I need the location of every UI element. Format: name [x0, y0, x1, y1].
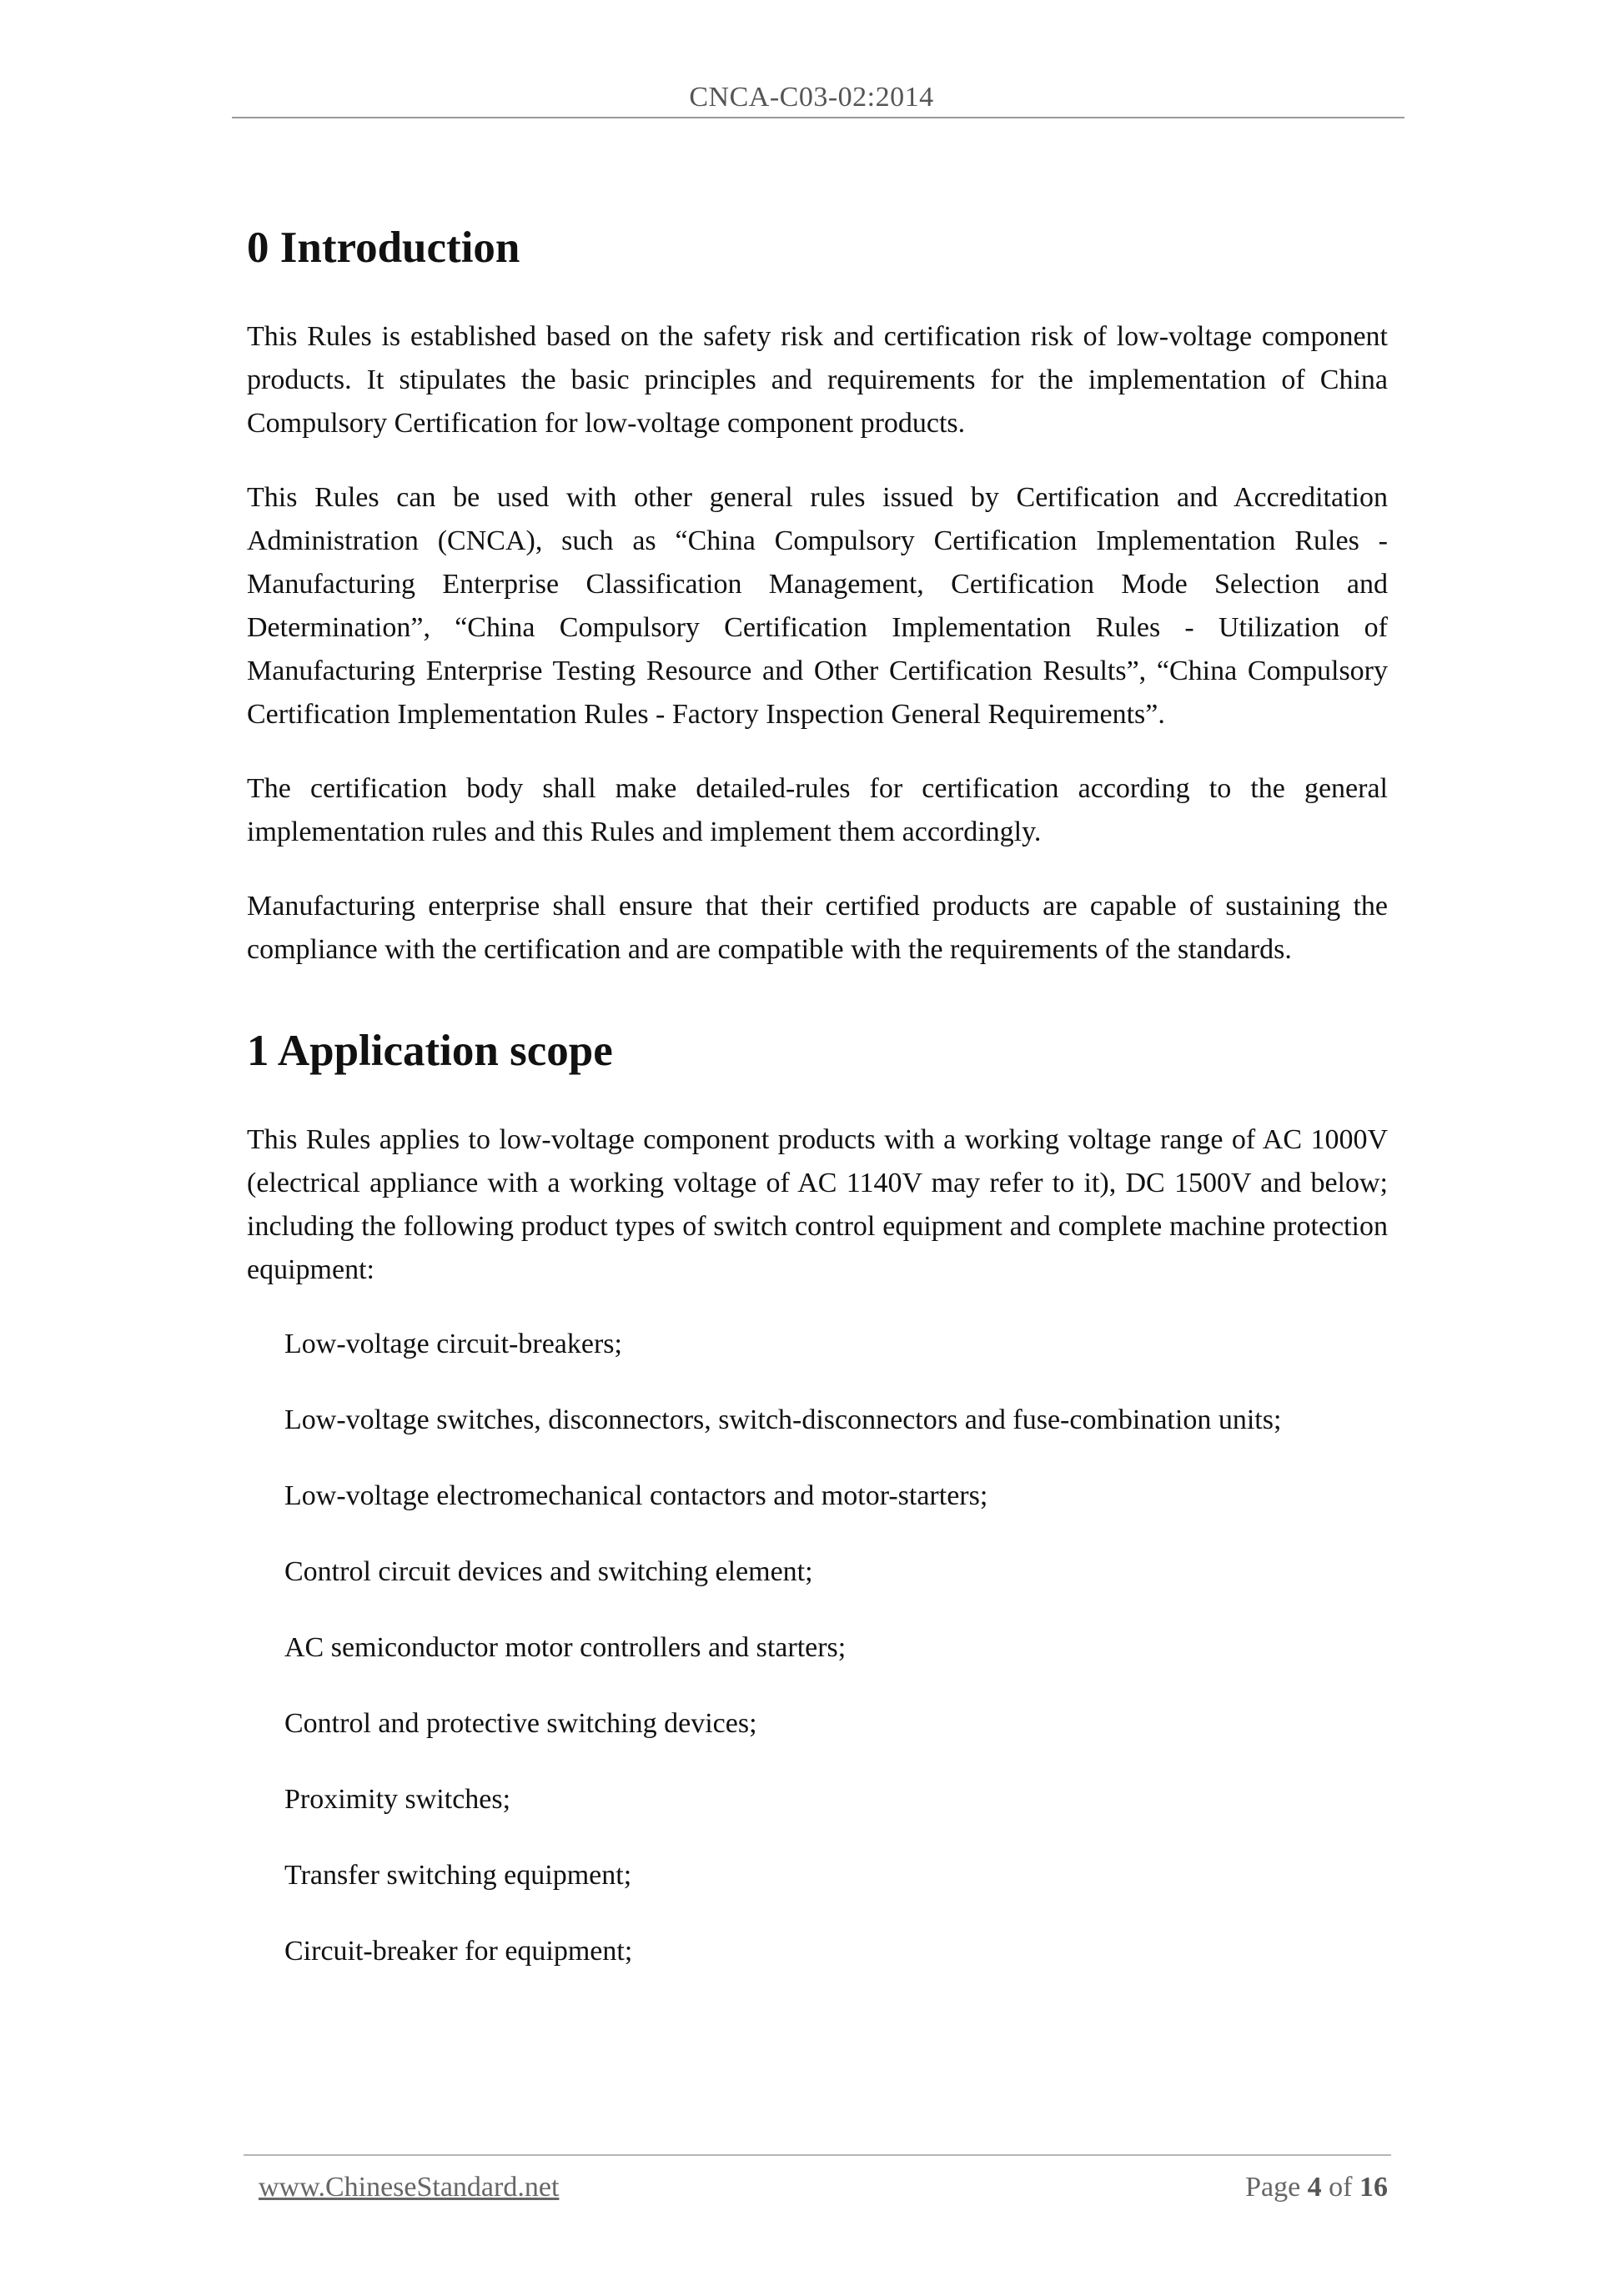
website-link[interactable]: www.ChineseStandard.net — [259, 2172, 560, 2203]
list-item: Control and protective switching devices; — [284, 1708, 757, 1739]
intro-paragraph: This Rules is established based on the safety risk and certification risk of low-voltage component products. It stipulates the basic principles and requirements for the implementation of China Compulsory Certification for low-voltage component products. — [247, 321, 1388, 439]
list-item: Circuit-breaker for equipment; — [284, 1936, 633, 1967]
page-of-label: of — [1329, 2172, 1353, 2203]
section-heading-application-scope: 1 Application scope — [247, 1027, 613, 1075]
intro-paragraph: This Rules can be used with other general rules issued by Certification and Accreditation Administration (CNCA), such as “China Compulsory Certification Implementation Rules - Manufacturing Enterprise Classification Management, Certification Mode Selection and Determination”, “China Compulsory Certification Implementation Rules - Utilization of Manufacturing Enterprise Testing Resource and Other Certification Results”, “China Compulsory Certification Implementation Rules - Factory Inspection General Requirements”. — [247, 482, 1388, 730]
header-divider — [232, 117, 1404, 118]
intro-paragraph: The certification body shall make detailed-rules for certification according to the general implementation rules and this Rules and implement them accordingly. — [247, 773, 1388, 847]
list-item: Low-voltage switches, disconnectors, switch-disconnectors and fuse-combination units; — [284, 1404, 1282, 1435]
section-heading-introduction: 0 Introduction — [247, 224, 520, 272]
product-type-list — [247, 1323, 1388, 1973]
page-content — [247, 219, 1388, 2006]
document-code: CNCA-C03-02:2014 — [689, 82, 934, 113]
page-label: Page — [1245, 2172, 1301, 2203]
page-total: 16 — [1359, 2172, 1388, 2203]
list-item: Control circuit devices and switching element; — [284, 1556, 813, 1587]
footer-divider — [244, 2154, 1391, 2156]
list-item: AC semiconductor motor controllers and starters; — [284, 1632, 847, 1663]
list-item: Proximity switches; — [284, 1784, 511, 1815]
page-number — [1245, 2172, 1388, 2203]
scope-paragraph: This Rules applies to low-voltage component products with a working voltage range of AC 1000V (electrical appliance with a working voltage of AC 1140V may refer to it), DC 1500V and below; including the following product types of switch control equipment and complete machine protection equipment: — [247, 1124, 1388, 1285]
list-item: Low-voltage electromechanical contactors and motor-starters; — [284, 1480, 988, 1511]
intro-paragraph: Manufacturing enterprise shall ensure that their certified products are capable of sustaining the compliance with the certification and are compatible with the requirements of the standards. — [247, 891, 1388, 965]
list-item: Low-voltage circuit-breakers; — [284, 1329, 622, 1359]
list-item: Transfer switching equipment; — [284, 1860, 632, 1891]
page-current: 4 — [1307, 2172, 1322, 2203]
